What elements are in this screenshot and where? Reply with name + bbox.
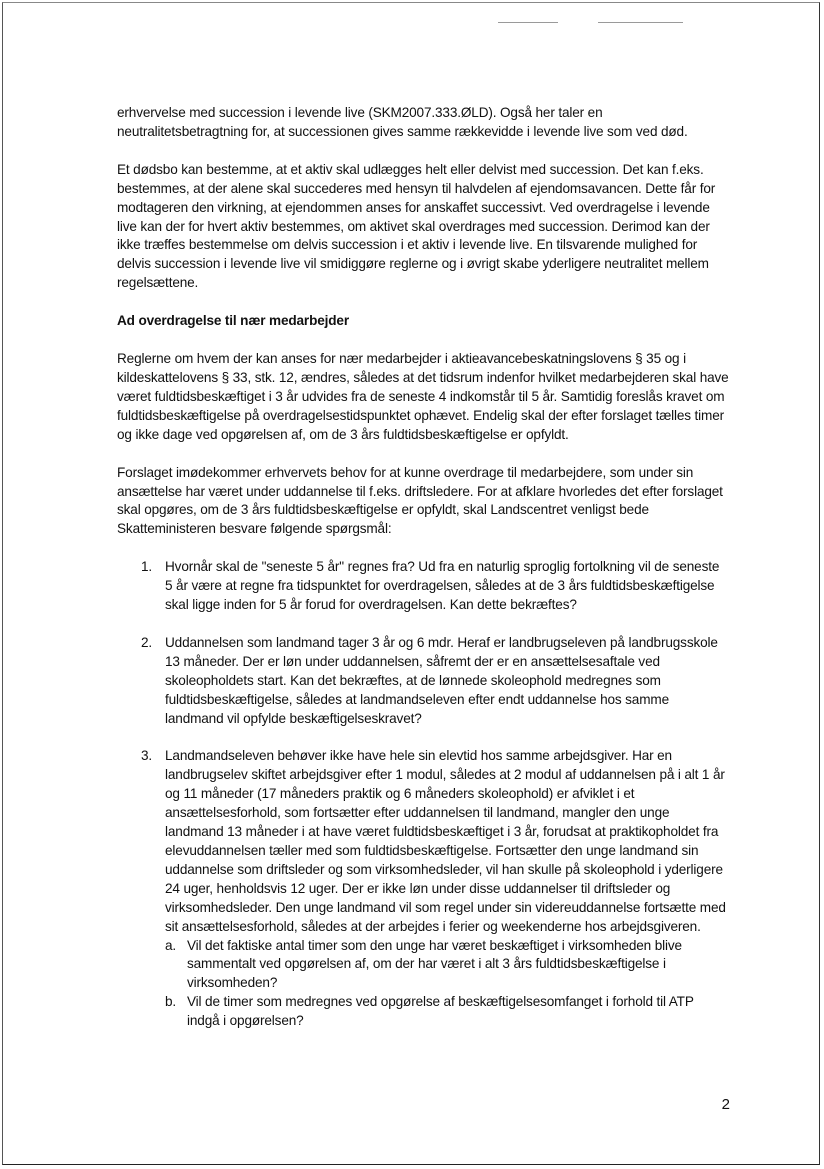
sub-question-text: Vil det faktiske antal timer som den unge har været beskæftiget i virksomheden blive sammentalt ved opgørelsen af, om der har været i alt 3 års fuldtidsbeskæftigelse i virksomheden? (187, 937, 682, 991)
sub-question-item (165, 937, 729, 994)
question-item (117, 558, 729, 615)
section-paragraph: Reglerne om hvem der kan anses for nær medarbejder i aktieavancebeskatningslovens § 35 og i kildeskattelovens § 33, stk. 12, ændres, således at det tidsrum indenfor hvilket medarbejderen skal have været fuldtidsbeskæftiget i 3 år udvides fra de seneste 4 indkomstår til 5 år. Samtidig foreslås kravet om fuldtidsbeskæftigelse på overdragelsestidspunktet ophævet. Endelig skal der efter forslaget tælles timer og ikke dage ved opgørelsen af, om de 3 års fuldtidsbeskæftigelse er opfyldt. (117, 351, 729, 442)
paragraph-dodsbo: Et dødsbo kan bestemme, at et aktiv skal udlægges helt eller delvist med succession. Det kan f.eks. bestemmes, at der alene skal succederes med hensyn til halvdelen af ejendomsavancen. Dette får for modtageren den virkning, at ejendommen anses for anskaffet successivt. Ved overdragelse i levende live kan der for hvert aktiv bestemmes, om aktivet skal overdrages med succession. Derimod kan der ikke træffes bestemmelse om delvis succession i et aktiv i levende live. En tilsvarende mulighed for delvis succession i levende live vil smidiggøre reglerne og i øvrigt skabe yderligere neutralitet mellem regelsættene. (117, 161, 716, 291)
page-number: 2 (721, 1096, 730, 1113)
sub-question-letter: b. (165, 994, 177, 1010)
sub-question-item (165, 993, 729, 1031)
question-list (117, 558, 729, 1031)
question-text: Hvornår skal de "seneste 5 år" regnes fra? Ud fra en naturlig sproglig fortolkning vil de seneste 5 år være at regne fra tidspunktet for overdragelsen, således at de 3 års fuldtidsbeskæftigelse skal ligge inden for 5 år forud for overdragelsen. Kan dette bekræftes? (165, 559, 720, 613)
section-medarbejder (117, 312, 729, 539)
paragraph-succession-neutrality: erhvervelse med succession i levende live (SKM2007.333.ØLD). Også her taler en neutralitetsbetragtning for, at successionen gives samme rækkevidde i levende live som ved død. (117, 105, 688, 139)
section-heading: Ad overdragelse til nær medarbejder (117, 313, 349, 329)
sub-question-list (165, 937, 729, 1032)
scan-artifact (598, 22, 683, 23)
question-number: 2. (141, 634, 153, 650)
question-text: Landmandseleven behøver ikke have hele sin elevtid hos samme arbejdsgiver. Har en landbrugselev skiftet arbejdsgiver efter 1 modul, således at 2 modul af uddannelsen på i alt 1 år og 11 måneder (17 måneders praktik og 6 måneders skoleophold) er afviklet i et ansættelsesforhold, som fortsætter efter uddannelsen til landmand, mangler den unge landmand 13 måneder i at have været fuldtidsbeskæftiget i 3 år, forudsat at praktikopholdet fra elevuddannelsen tæller med som fuldtidsbeskæftigelse. Fortsætter den unge landmand sin uddannelse som driftsleder og som virksomhedsleder, vil han skulle på skoleophold i yderligere 24 uger, henholdsvis 12 uger. Der er ikke løn under disse uddannelser til driftsleder og virksomhedsleder. Den unge landmand vil som regel under sin videreuddannelse fortsætte med sit ansættelsesforhold, således at der arbejdes i ferier og weekenderne hos arbejdsgiveren. (165, 748, 726, 934)
section-paragraph: Forslaget imødekommer erhvervets behov for at kunne overdrage til medarbejdere, som under sin ansættelse har været under uddannelse til f.eks. driftsledere. For at afklare hvorledes det efter forslaget skal opgøres, om de 3 års fuldtidsbeskæftigelse er opfyldt, skal Landscentret venligst bede Skatteministeren besvare følgende spørgsmål: (117, 464, 723, 537)
sub-question-letter: a. (165, 937, 177, 953)
question-text: Uddannelsen som landmand tager 3 år og 6 mdr. Heraf er landbrugseleven på landbrugsskole 13 måneder. Der er løn under uddannelsen, såfremt der er en ansættelsesaftale ved skoleopholdets start. Kan det bekræftes, at de lønnede skoleophold medregnes som fuldtidsbeskæftigelse, således at landmandseleven efter endt uddannelse hos samme landmand vil opfylde beskæftigelseskravet? (165, 634, 718, 726)
question-item (117, 634, 729, 729)
question-number: 3. (141, 748, 153, 764)
question-item (117, 747, 729, 1031)
sub-question-text: Vil de timer som medregnes ved opgørelse af beskæftigelsesomfanget i forhold til ATP indgå i opgørelsen? (187, 994, 694, 1029)
question-number: 1. (141, 559, 153, 575)
document-page (117, 104, 729, 1050)
scan-artifact (498, 22, 558, 23)
